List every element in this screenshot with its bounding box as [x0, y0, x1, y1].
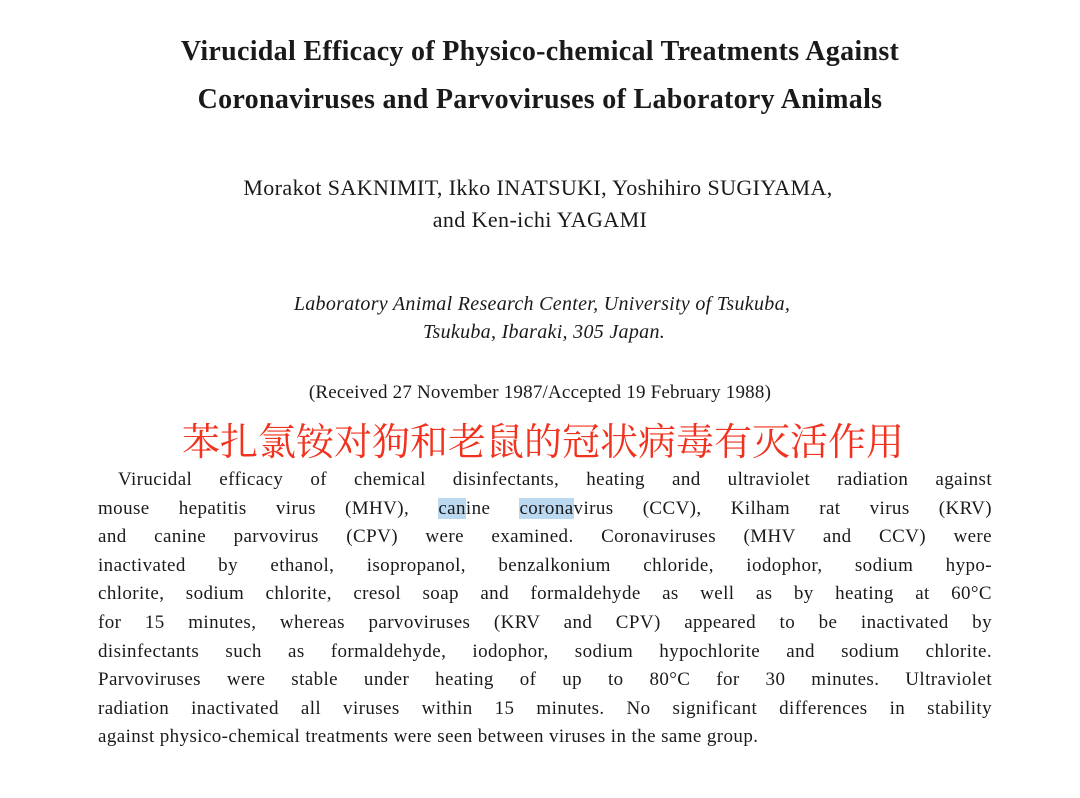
selected-text-can[interactable]: can [438, 497, 466, 519]
abstract-line-3: and canine parvovirus (CPV) were examined. Coronaviruses (MHV and CCV) were [98, 526, 992, 548]
abstract-line-1: Virucidal efficacy of chemical disinfectants, heating and ultraviolet radiation against [118, 469, 992, 490]
authors-line-1: Morakot SAKNIMIT, Ikko INATSUKI, Yoshihiro SUGIYAMA, [243, 175, 833, 200]
abstract-line-6: for 15 minutes, whereas parvoviruses (KRV and CPV) appeared to be inactivated by [98, 611, 992, 633]
abstract-line-2[interactable] [98, 495, 992, 524]
abstract-line-2-text-c: virus (CCV), Kilham rat virus (KRV) [573, 497, 993, 519]
chinese-annotation: 苯扎氯铵对狗和老鼠的冠状病毒有灭活作用 [182, 420, 905, 464]
abstract-line-2-text-a: mouse hepatitis virus (MHV), [98, 497, 439, 519]
paper-title-line-1: Virucidal Efficacy of Physico-chemical Treatments Against [180, 36, 900, 67]
abstract-line-8: Parvoviruses were stable under heating of up to 80°C for 30 minutes. Ultraviolet [98, 669, 992, 691]
abstract-line-9: radiation inactivated all viruses within 15 minutes. No significant differences in stability [98, 697, 992, 719]
authors-line-2: and Ken-ichi YAGAMI [432, 207, 648, 232]
affiliation-line-1: Laboratory Animal Research Center, University of Tsukuba, [293, 293, 791, 315]
paper-title-line-2: Coronaviruses and Parvoviruses of Laboratory Animals [197, 84, 883, 115]
received-dates: (Received 27 November 1987/Accepted 19 February 1988) [308, 382, 772, 403]
abstract-line-2-text-b: ine [465, 497, 520, 519]
abstract-line-10: against physico-chemical treatments were seen between viruses in the same group. [98, 726, 759, 748]
selected-text-corona[interactable]: corona [519, 497, 574, 519]
abstract-line-5: chlorite, sodium chlorite, cresol soap and formaldehyde as well as by heating at 60°C [98, 583, 992, 605]
abstract-line-7: disinfectants such as formaldehyde, iodophor, sodium hypochlorite and sodium chlorite. [98, 640, 992, 662]
abstract-line-4: inactivated by ethanol, isopropanol, benzalkonium chloride, iodophor, sodium hypo- [98, 554, 992, 576]
affiliation-line-2: Tsukuba, Ibaraki, 305 Japan. [422, 321, 666, 343]
abstract [98, 466, 992, 752]
